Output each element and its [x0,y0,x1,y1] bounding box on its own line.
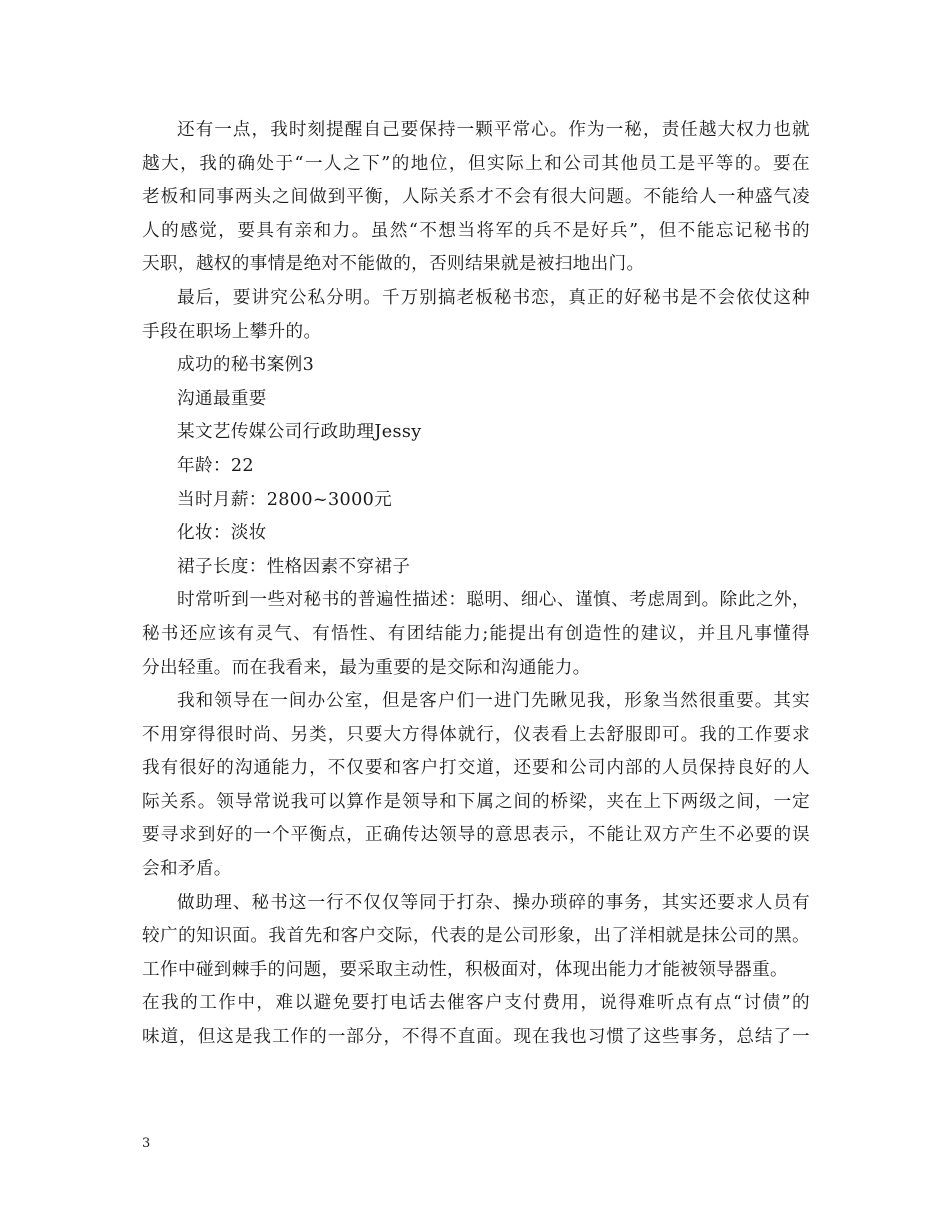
text-line: 我和领导在一间办公室，但是客户们一进门先瞅见我，形象当然很重要。其实 [177,691,810,712]
text-line: 较广的知识面。我首先和客户交际，代表的是公司形象，出了洋相就是抹公司的黑。 [142,926,810,947]
paragraph [142,987,810,1054]
paragraph [142,685,810,887]
text-line: 裙子长度：性格因素不穿裙子 [177,556,411,577]
text-line: 天职，越权的事情是绝对不能做的，否则结果就是被扫地出门。 [142,254,645,275]
text-line: 分出轻重。而在我看来，最为重要的是交际和沟通能力。 [142,657,591,678]
case-subtitle [142,383,810,417]
profile-skirt [142,551,810,585]
text-line: 当时月薪：2800~3000元 [177,489,393,510]
profile-salary [142,484,810,518]
paragraph [142,584,810,685]
profile-makeup [142,517,810,551]
text-line: 工作中碰到棘手的问题，要采取主动性，积极面对，体现出能力才能被领导器重。 [142,959,788,980]
text-line: 手段在职场上攀升的。 [142,321,322,342]
paragraph [142,887,810,988]
text-line: 某文艺传媒公司行政助理Jessy [177,422,422,443]
profile-role [142,416,810,450]
text-line: 际关系。领导常说我可以算作是领导和下属之间的桥梁，夹在上下两级之间，一定 [142,791,810,812]
text-line: 会和矛盾。 [142,859,232,880]
text-line: 沟通最重要 [177,388,267,409]
text-line: 我有很好的沟通能力，不仅要和客户打交道，还要和公司内部的人员保持良好的人 [142,758,810,779]
text-line: 化妆：淡妆 [177,523,267,544]
text-line: 成功的秘书案例3 [177,355,315,376]
text-line: 最后，要讲究公私分明。千万别搞老板秘书恋，真正的好秘书是不会依仗这种 [177,287,810,308]
paragraph [142,114,810,282]
text-line: 人的感觉，要具有亲和力。虽然“不想当将军的兵不是好兵”，但不能忘记秘书的 [142,220,810,241]
text-line: 做助理、秘书这一行不仅仅等同于打杂、操办琐碎的事务，其实还要求人员有 [177,892,810,913]
page-number: 3 [142,1136,151,1151]
text-line: 味道，但这是我工作的一部分，不得不直面。现在我也习惯了这些事务，总结了一 [142,1027,810,1048]
document-body [142,114,810,1055]
profile-age [142,450,810,484]
text-line: 时常听到一些对秘书的普遍性描述：聪明、细心、谨慎、考虑周到。除此之外， [177,590,810,611]
text-line: 年龄：22 [177,455,254,476]
text-line: 还有一点，我时刻提醒自己要保持一颗平常心。作为一秘，责任越大权力也就 [177,120,810,140]
text-line: 在我的工作中，难以避免要打电话去催客户支付费用，说得难听点有点“讨债”的 [142,993,810,1014]
text-line: 要寻求到好的一个平衡点，正确传达领导的意思表示，不能让双方产生不必要的误 [142,825,810,846]
text-line: 不用穿得很时尚、另类，只要大方得体就行，仪表看上去舒服即可。我的工作要求 [142,724,810,745]
text-line: 秘书还应该有灵气、有悟性、有团结能力;能提出有创造性的建议，并且凡事懂得 [142,623,810,644]
text-line: 老板和同事两头之间做到平衡，人际关系才不会有很大问题。不能给人一种盛气凌 [142,187,810,208]
text-line: 越大，我的确处于“一人之下”的地位，但实际上和公司其他员工是平等的。要在 [142,153,810,174]
paragraph [142,282,810,349]
case-heading [142,349,810,383]
